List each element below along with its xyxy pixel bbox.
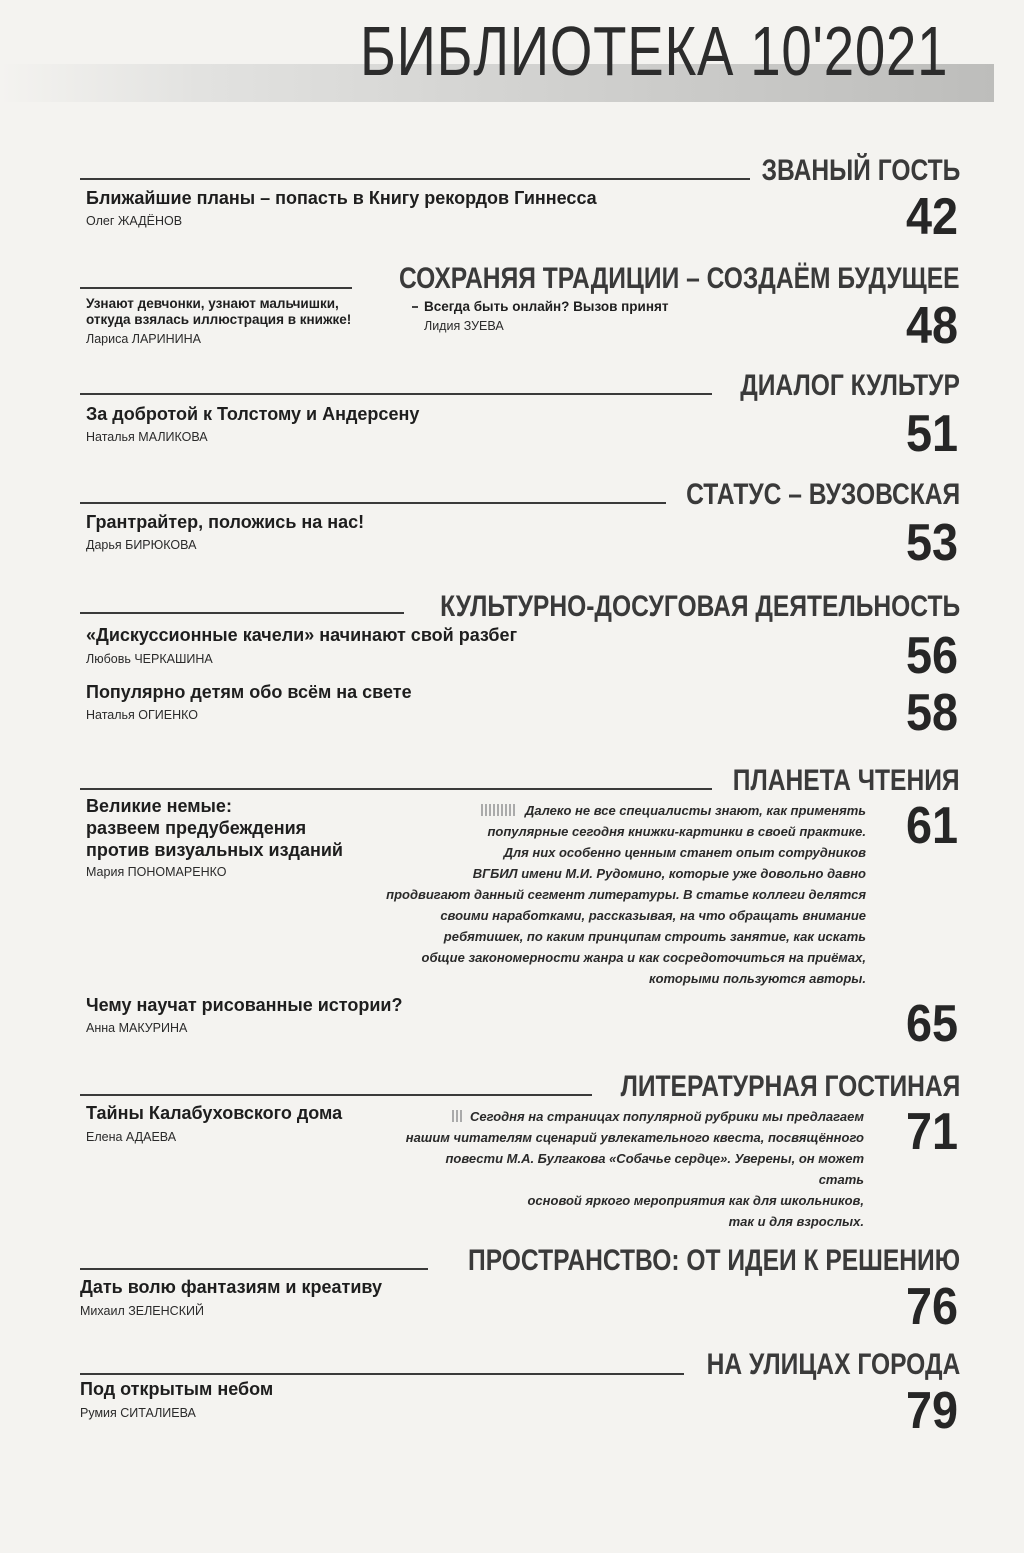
blurb-line: продвигают данный сегмент литературы. В статье коллеги делятся xyxy=(386,887,866,902)
section-heading: ДИАЛОГ КУЛЬТУР xyxy=(740,369,960,402)
section-rule xyxy=(80,287,352,289)
blurb-line: повести М.А. Булгакова «Собачье сердце». Уверены, он может стать xyxy=(445,1151,864,1187)
magazine-title: БИБЛИОТЕКА 10'2021 xyxy=(360,12,949,90)
article-title[interactable] xyxy=(86,795,343,861)
article-title[interactable]: За добротой к Толстому и Андерсену xyxy=(86,404,420,424)
section-heading: ПРОСТРАНСТВО: ОТ ИДЕИ К РЕШЕНИЮ xyxy=(467,1244,960,1277)
section-rule xyxy=(80,502,666,504)
article-title[interactable]: Чему научат рисованные истории? xyxy=(86,995,403,1015)
blurb-line: Сегодня на страницах популярной рубрики мы предлагаем xyxy=(404,1106,864,1127)
blurb-line: своими наработками, рассказывая, на что обращать внимание xyxy=(440,908,866,923)
dash-ornament xyxy=(481,804,517,816)
blurb-line: ребятишек, по каким принципам строить занятие, как искать xyxy=(443,929,866,944)
page-number[interactable]: 53 xyxy=(905,514,958,572)
article-title[interactable]: Тайны Калабуховского дома xyxy=(86,1103,343,1123)
section-rule xyxy=(80,788,712,790)
section-rule xyxy=(80,1094,592,1096)
page-number[interactable]: 61 xyxy=(905,797,958,855)
section-rule xyxy=(80,178,750,180)
article-title-line: Великие немые: xyxy=(86,796,232,816)
blurb-line: так и для взрослых. xyxy=(728,1214,864,1229)
page-number[interactable]: 42 xyxy=(905,188,958,246)
article-title-line: Узнают девчонки, узнают мальчишки, xyxy=(86,296,339,311)
article-author: Олег ЖАДЁНОВ xyxy=(86,214,183,228)
article-title[interactable]: Грантрайтер, положись на нас! xyxy=(86,512,365,532)
article-title-line: развеем предубеждения xyxy=(86,818,307,838)
article-title[interactable] xyxy=(412,298,668,316)
article-blurb xyxy=(386,800,866,989)
article-author: Лариса ЛАРИНИНА xyxy=(86,332,202,346)
article-author: Наталья ОГИЕНКО xyxy=(86,708,198,722)
article-author: Елена АДАЕВА xyxy=(86,1130,177,1144)
blurb-line: основой яркого мероприятия как для школьников, xyxy=(527,1193,864,1208)
page-number[interactable]: 58 xyxy=(905,684,958,742)
article-author: Дарья БИРЮКОВА xyxy=(86,538,197,552)
article-blurb xyxy=(404,1106,864,1232)
page-number[interactable]: 48 xyxy=(905,297,958,355)
article-author: Любовь ЧЕРКАШИНА xyxy=(86,652,213,666)
blurb-line: нашим читателям сценарий увлекательного квеста, посвящённого xyxy=(405,1130,864,1145)
page-number[interactable]: 71 xyxy=(905,1103,958,1161)
article-title[interactable] xyxy=(86,296,351,328)
section-rule xyxy=(80,393,712,395)
section-heading: ЗВАНЫЙ ГОСТЬ xyxy=(761,154,960,187)
page-number[interactable]: 79 xyxy=(905,1382,958,1440)
article-title[interactable]: Ближайшие планы – попасть в Книгу рекордов Гиннесса xyxy=(86,188,597,208)
page-number[interactable]: 76 xyxy=(905,1278,958,1336)
section-rule xyxy=(80,612,404,614)
section-heading: ПЛАНЕТА ЧТЕНИЯ xyxy=(733,764,960,797)
dash-ornament xyxy=(452,1110,462,1122)
blurb-line: Далеко не все специалисты знают, как применять xyxy=(386,800,866,821)
page-number[interactable]: 65 xyxy=(905,995,958,1053)
blurb-line: ВГБИЛ имени М.И. Рудомино, которые уже довольно давно xyxy=(472,866,866,881)
article-title-line: против визуальных изданий xyxy=(86,840,343,860)
section-rule xyxy=(80,1373,684,1375)
article-title-line: откуда взялась иллюстрация в книжке! xyxy=(86,312,352,327)
section-heading: ЛИТЕРАТУРНАЯ ГОСТИНАЯ xyxy=(620,1070,960,1103)
section-heading: СОХРАНЯЯ ТРАДИЦИИ – СОЗДАЁМ БУДУЩЕЕ xyxy=(399,262,960,295)
article-author: Наталья МАЛИКОВА xyxy=(86,430,208,444)
article-author: Румия СИТАЛИЕВА xyxy=(80,1406,196,1420)
article-author: Мария ПОНОМАРЕНКО xyxy=(86,865,227,879)
blurb-line: популярные сегодня книжки-картинки в своей практике. xyxy=(487,824,866,839)
section-heading: КУЛЬТУРНО-ДОСУГОВАЯ ДЕЯТЕЛЬНОСТЬ xyxy=(439,590,960,623)
article-author: Лидия ЗУЕВА xyxy=(424,319,504,333)
article-title[interactable]: Дать волю фантазиям и креативу xyxy=(80,1277,383,1297)
article-title[interactable]: Под открытым небом xyxy=(80,1379,274,1399)
tick-mark xyxy=(412,306,418,308)
blurb-line: которыми пользуются авторы. xyxy=(649,971,866,986)
page-number[interactable]: 56 xyxy=(905,627,958,685)
blurb-line: Для них особенно ценным станет опыт сотрудников xyxy=(503,845,866,860)
article-title[interactable]: Популярно детям обо всём на свете xyxy=(86,682,412,702)
article-author: Анна МАКУРИНА xyxy=(86,1021,188,1035)
article-title[interactable]: «Дискуссионные качели» начинают свой разбег xyxy=(86,625,518,645)
article-author: Михаил ЗЕЛЕНСКИЙ xyxy=(80,1304,204,1318)
section-heading: НА УЛИЦАХ ГОРОДА xyxy=(706,1348,960,1381)
blurb-line: общие закономерности жанра и как сосредоточиться на приёмах, xyxy=(421,950,866,965)
article-title-text: Всегда быть онлайн? Вызов принят xyxy=(424,299,669,314)
section-rule xyxy=(80,1268,428,1270)
page-number[interactable]: 51 xyxy=(905,405,958,463)
section-heading: СТАТУС – ВУЗОВСКАЯ xyxy=(685,478,960,511)
